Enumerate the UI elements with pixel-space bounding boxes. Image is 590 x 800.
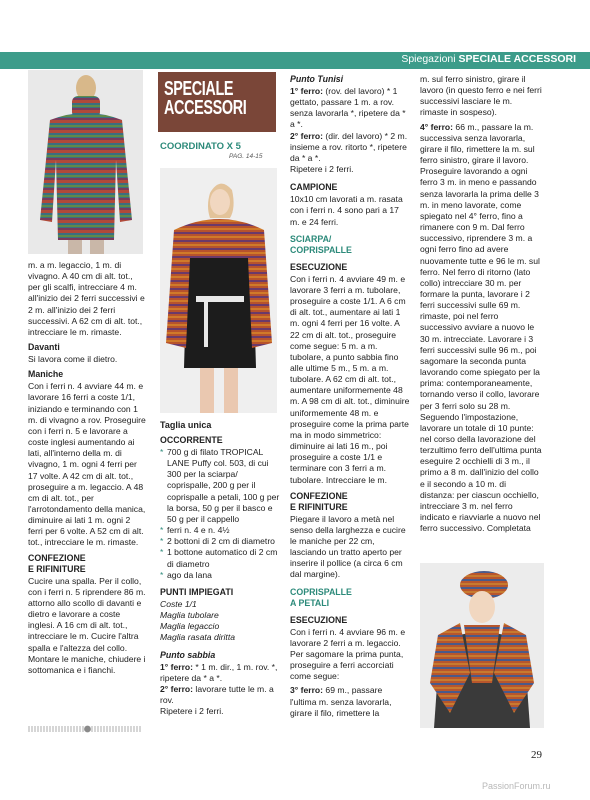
confezione-heading-3b: E RIFINITURE [290, 501, 348, 512]
punto-sabbia-heading: Punto sabbia [160, 649, 216, 660]
column-2 [160, 418, 280, 717]
maniche-text: Con i ferri n. 4 avviare 44 m. e lavorare 16 ferri a coste 1/1, iniziando e terminando con 1 m. di vivagno a rov. Proseguire con i ferri n. 5 e lavorare a coste inglesi aumentando ai lati, all'interno della m. di vivagno, 1 m. ogni 4 ferri per 17 volte. A 42 cm di alt. tot., proseguire a m. legaccio. A 48 cm di alt. tot., per l'arrotondamento della manica, diminuire ai lati 1 m. ogni 2 ferri per 6 volte. A 52 cm di alt. tot., intrecciare le m. rimaste. [28, 381, 146, 548]
punti-heading: PUNTI IMPIEGATI [160, 586, 234, 597]
taglia-label: Taglia unica [160, 420, 212, 430]
sciarpa-heading-2: COPRISPALLE [290, 244, 352, 255]
occorrente-item: * 1 bottone automatico di 2 cm di diametro [160, 547, 280, 569]
petali-heading-1: COPRISPALLE [290, 586, 352, 597]
row-3-label: 3° ferro: [290, 685, 324, 696]
tunisi-row-2-text: (dir. del lavoro) * 2 m. insieme a rov. ritorto *, ripetere da * a *. [290, 130, 408, 163]
row-3-instruction [290, 685, 410, 718]
column-4 [420, 74, 542, 537]
row-4-label: 4° ferro: [420, 121, 454, 132]
sabbia-row-1-text: * 1 m. dir., 1 m. rov. *, ripetere da * a *. [160, 661, 278, 683]
tunisi-row-2 [290, 131, 410, 164]
sabbia-row-2-text: lavorare tutte le m. a rov. [160, 683, 274, 705]
watermark: PassionForum.ru [482, 781, 551, 791]
confezione-heading-3a: CONFEZIONE [290, 490, 348, 501]
occorrente-item: * ferri n. 4 e n. 4½ [160, 525, 230, 536]
col4-body-text: Proseguire lavorando a ogni ferro 3 m. in meno e passando senza lavorarla la prima delle 3 m. in meno lavorate, come spiegato nel 4° ferro, fino a rimanere con 9 m. Dal ferro successivo, riprendere 3 m. a ogni ferro fino ad avere nuovamente tutte e 96 le m. sul ferro. Nel ferro di ritorno (lato collo) intrecciare 30 m. per formare la punta, lavorare i 2 ferri successivi sulle 69 m. rimaste, poi nel ferro successivo avviare a nuovo le 30 m. intrecciate. Lavorare i 3 ferri successivi sulle 96 m., poi sagomare la seconda punta lavorando come spiegato per la prima: contemporaneamente, tornando verso il collo, lavorare per 3 ferri solo su 28 m. Seguendo l'impostazione, lavorare un totale di 10 punte: nel corso della lavorazione del terzultimo ferro dell'ultima punta eseguire 2 occhielli di 3 m., il primo a 8 m. dall'inizio del collo e il secondo a 10 m. di distanza: per ciascun occhiello, intrecciare 3 m. nel ferro indicato e riavviarle a nuovo nel ferro successivo. Completata [420, 166, 542, 534]
occorrente-item-text: 1 bottone automatico di 2 cm di diametro [167, 547, 278, 569]
occorrente-item-text: 2 bottoni di 2 cm di diametro [167, 536, 275, 547]
photo-petal-shrug-model [420, 563, 544, 728]
campione-text: 10x10 cm lavorati a m. rasata con i ferri n. 4 sono pari a 17 m. e 24 ferri. [290, 194, 403, 227]
sabbia-repeat: Ripetere i 2 ferri. [160, 706, 224, 717]
davanti-text: Si lavora come il dietro. [28, 354, 118, 365]
occorrente-item-text: ago da lana [167, 569, 212, 580]
occorrente-item: * 2 bottoni di 2 cm di diametro [160, 536, 275, 547]
confezione-heading-2: E RIFINITURE [28, 563, 86, 574]
sabbia-row-1-label: 1° ferro: [160, 661, 194, 672]
davanti-heading: Davanti [28, 342, 60, 353]
confezione-text-3: Piegare il lavoro a metà nel senso della larghezza e cucire le maniche per 22 cm, lasciando un tratto aperto per inserire il pollice (a circa 6 cm dal margine). [290, 513, 406, 580]
esecuzione-text: Con i ferri n. 4 avviare 49 m. e lavorare 3 ferri a m. tubolare, proseguire a coste 1/1. A 6 cm di alt. tot., aumentare ai lati 1 m. ogni 4 ferri per 16 volte. A 22 cm di alt. tot., proseguire come segue: 5 m. a m. tubolare, a punto sabbia fino alle ultime 5 m., 5 m. a m. tubolare. A 62 cm di alt. tot., aumentare uniformemente 48 m. A 98 cm di alt. tot., diminuire uniformemente 48 m. e proseguire come la prima parte ma in modo simmetrico: diminuire ai lati 16 m., poi proseguire a coste 1/1 e terminare con 3 ferri a m. tubolare. Intrecciare le m. [290, 273, 410, 485]
occorrente-item-text: 700 g di filato TROPICAL LANE Puffy col. 503, di cui 300 per la sciarpa/ coprispalle, 200 g per il coprispalle a petali, 100 g per la borsa, 50 g per il basco e 50 g per il cappello [167, 447, 280, 524]
occorrente-item: * ago da lana [160, 569, 212, 580]
campione-heading: CAMPIONE [290, 182, 338, 193]
occorrente-list [160, 447, 280, 581]
esecuzione-heading: ESECUZIONE [290, 261, 348, 272]
confezione-heading-1: CONFEZIONE [28, 552, 86, 563]
section-label: Spiegazioni [401, 53, 456, 65]
speciale-accessori-badge [158, 72, 276, 132]
punti-item: Maglia tubolare [160, 610, 219, 621]
sabbia-row-2-label: 2° ferro: [160, 683, 194, 694]
occorrente-item: * 700 g di filato TROPICAL LANE Puffy col. 503, di cui 300 per la sciarpa/ coprispalle, 200 g per il coprispalle a petali, 100 g per la borsa, 50 g per il basco e 50 g per il cappello [160, 447, 280, 524]
section-title: SPECIALE ACCESSORI [458, 53, 576, 65]
badge-line-1: SPECIALE [164, 78, 234, 100]
page-reference-text: PAG. 14-15 [229, 153, 263, 160]
page-number: 29 [531, 749, 542, 761]
esecuzione-heading-2: ESECUZIONE [290, 614, 348, 625]
section-header-text [401, 53, 576, 65]
tunisi-row-1-text: (rov. del lavoro) * 1 gettato, passare 1 m. a rov. senza lavorarla *, ripetere da * a *. [290, 86, 406, 130]
maniche-heading: Maniche [28, 369, 64, 380]
tunisi-row-1-label: 1° ferro: [290, 86, 324, 96]
sabbia-row-1 [160, 662, 280, 684]
row-4-instruction [420, 122, 542, 167]
row-4-text: 66 m., passare la m. successiva senza lavorarla, girare il filo, rimettere la m. sul ferro sinistro, girare il lavoro. [420, 121, 535, 166]
col4-intro-text: m. sul ferro sinistro, girare il lavoro (in questo ferro e nei ferri successivi lasciare le m. rimaste in sospeso). [420, 74, 542, 118]
photo-shrug-model [160, 168, 277, 413]
row-3-text: 69 m., passare l'ultima m. senza lavorarla, girare il filo, rimettere la [290, 685, 392, 718]
badge-line-2: ACCESSORI [164, 97, 247, 119]
tunisi-row-1 [290, 86, 410, 131]
sabbia-row-2 [160, 684, 280, 706]
punti-item: Coste 1/1 [160, 598, 197, 609]
page-reference [229, 153, 262, 160]
tunisi-row-2-label: 2° ferro: [290, 130, 324, 141]
page-scroll-strip [28, 720, 143, 728]
occorrente-item-text: ferri n. 4 e n. 4½ [167, 525, 230, 536]
column-3 [290, 74, 410, 719]
section-header-bar [0, 52, 590, 69]
esecuzione-text-2: Con i ferri n. 4 avviare 96 m. e lavorare 2 ferri a m. legaccio. Per sagomare la prima punta, proseguire a ferri accorciati come segue: [290, 626, 406, 682]
sciarpa-heading-1: SCIARPA/ [290, 233, 332, 244]
occorrente-heading: OCCORRENTE [160, 435, 223, 445]
badge-title [164, 80, 246, 118]
coordinato-title: COORDINATO X 5 [160, 141, 241, 152]
tunisi-repeat: Ripetere i 2 ferri. [290, 164, 354, 175]
punti-item: Maglia rasata diritta [160, 632, 235, 643]
punti-item: Maglia legaccio [160, 621, 220, 632]
confezione-text: Cucire una spalla. Per il collo, con i ferri n. 5 riprendere 86 m. attorno allo scollo di davanti e dietro e lavorare a coste inglesi. A 16 cm di alt. tot., intrecciare le m. Cucire l'altra spalla e l'altezza del collo. Montare le maniche, chiudere i sottomanica e i fianchi. [28, 575, 146, 675]
punto-tunisi-heading: Punto Tunisi [290, 74, 344, 84]
photo-sweater-model [28, 70, 143, 254]
back-instructions-text: m. a m. legaccio, 1 m. di vivagno. A 40 cm di alt. tot., per gli scalfi, intrecciare 4 m. all'inizio dei 2 ferri successivi e 2 m. all'inizio dei 2 ferri successivi. A 62 cm di alt. tot., intrecciare le m. rimaste. [28, 260, 145, 337]
petali-heading-2: A PETALI [290, 597, 330, 608]
scroll-thumb [84, 726, 91, 733]
column-1 [28, 260, 146, 679]
